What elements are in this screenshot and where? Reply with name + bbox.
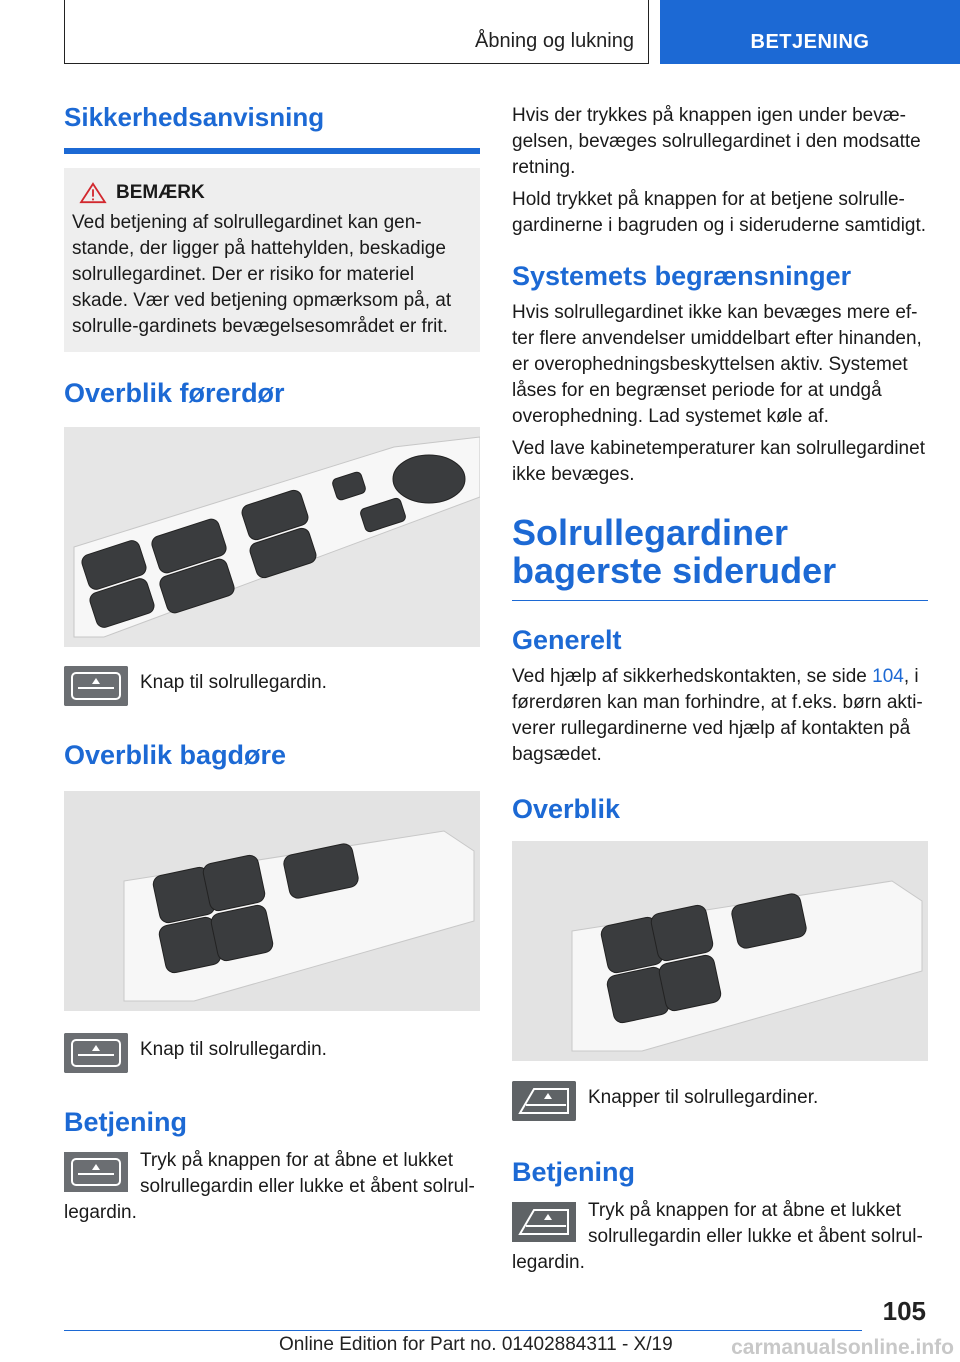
sunblind-symbol-icon <box>64 1152 128 1192</box>
paragraph-low-temp: Ved lave kabinetemperaturer kan solrullegardinet ikke bevæges. <box>512 438 925 485</box>
header-section-title: Åbning og lukning <box>474 30 634 52</box>
paragraph-hold: Hold trykket på knappen for at betjene solrulle-gardinerne i bagruden og i sideruderne samtidigt. <box>512 189 927 236</box>
note-text: Ved betjening af solrullegardinet kan gen-stande, der ligger på hattehylden, beskadige solrullegardinet. Der er risiko for materiel skade. Vær ved betjening opmærksom på, at solrulle-gardinets bevægelsesområdet er frit. <box>72 212 452 338</box>
operation-block-left <box>64 1148 480 1226</box>
caption-row-1 <box>64 666 480 710</box>
photo-driver-door-switches <box>64 427 480 647</box>
section-title-rear-doors: Overblik bagdøre <box>64 740 287 770</box>
edition-text: Online Edition for Part no. 01402884311 - X/19 <box>279 1334 673 1355</box>
footer-rule <box>64 1330 862 1331</box>
section-title-limits: Systemets begrænsninger <box>512 261 852 291</box>
sunblind-symbol-icon <box>64 666 128 706</box>
side-window-sunblind-icon <box>512 1202 576 1242</box>
section-title-operation-left: Betjening <box>64 1107 188 1137</box>
paragraph-reverse: Hvis der trykkes på knappen igen under bevæ-gelsen, bevæges solrullegardinet i den modsatte retning. <box>512 105 921 178</box>
watermark: carmanualsonline.info <box>731 1336 954 1359</box>
paragraph-general <box>512 664 928 768</box>
sunblind-symbol-icon <box>64 1033 128 1073</box>
operation-text-right: Tryk på knappen for at åbne et lukket solrullegardin eller lukke et åbent solrul-legardin. <box>512 1200 923 1273</box>
right-column <box>512 103 928 1276</box>
general-text-end: , i førerdøren kan man forhindre, at f.eks. børn akti-verer rullegardinerne ved hjælp af kontakten på bagsædet. <box>512 666 923 765</box>
caption-row-3 <box>512 1081 928 1125</box>
photo-rear-side-switches <box>512 841 928 1061</box>
section-title-safety: Sikkerhedsanvisning <box>64 102 325 132</box>
header-chapter-tab: BETJENING <box>660 0 960 64</box>
left-column <box>64 102 480 1226</box>
photo-rear-door-switches <box>64 791 480 1011</box>
section-title-driver-door: Overblik førerdør <box>64 378 285 408</box>
title-underline <box>64 148 480 154</box>
warning-icon <box>78 182 108 204</box>
side-window-sunblind-icon <box>512 1081 576 1121</box>
rear-switch-illustration <box>64 791 480 1011</box>
note-title: BEMÆRK <box>116 182 205 204</box>
note-header <box>72 182 472 204</box>
chapter-title-rule <box>512 600 928 601</box>
operation-text-left: Tryk på knappen for at åbne et lukket solrullegardin eller lukke et åbent solrul-legardin. <box>64 1150 475 1223</box>
page-number: 105 <box>882 1296 926 1326</box>
operation-block-right <box>512 1198 928 1276</box>
general-text-start: Ved hjælp af sikkerhedskontakten, se side <box>512 666 873 687</box>
section-title-overview: Overblik <box>512 794 621 824</box>
caption-row-2 <box>64 1033 480 1077</box>
chapter-title: Solrullegardiner bagerste sideruder <box>512 512 837 591</box>
caption-rear-button: Knap til solrullegardin. <box>140 1039 327 1060</box>
section-title-operation-right: Betjening <box>512 1157 636 1187</box>
paragraph-overheat: Hvis solrullegardinet ikke kan bevæges mere ef-ter flere anvendelser umiddelbart efter hinanden, er overophedningsbeskyttelsen aktiv. Systemet låses for en begrænset periode for at undgå overophedning. Lad systemet køle af. <box>512 302 922 427</box>
caption-driver-button: Knap til solrullegardin. <box>140 672 327 693</box>
page-reference-link[interactable]: 104 <box>872 666 904 687</box>
note-box <box>64 168 480 352</box>
caption-rear-side-buttons: Knapper til solrullegardiner. <box>588 1087 819 1108</box>
section-title-general: Generelt <box>512 625 622 655</box>
rear-side-switch-illustration <box>512 841 928 1061</box>
door-switch-illustration <box>64 427 480 647</box>
